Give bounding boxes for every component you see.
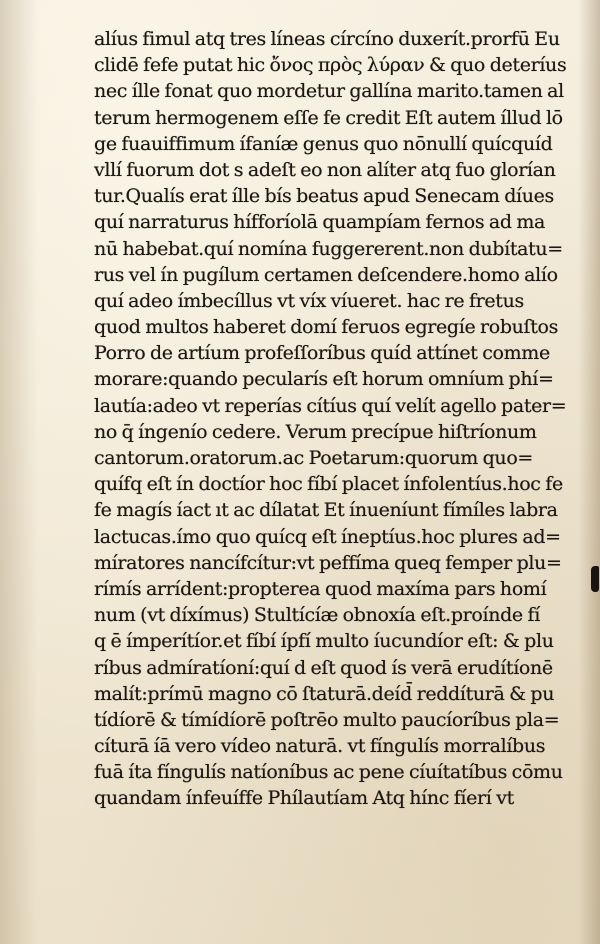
text-line-2: clidē fefe putat hic ὄνος πρὸς λύραν & quo deteríus — [94, 54, 567, 77]
text-line-23: num (vt díxímus) Stultícíæ obnoxía eſt.proínde fí — [94, 604, 540, 627]
text-line-6: vllí fuorum dot s adeſt eo non alíter atq fuo glorían — [94, 158, 556, 181]
text-line-14: morare:quando pecularís eſt horum omníum phí= — [94, 368, 554, 391]
text-line-28: cíturā íā vero vídeo naturā. vt fíngulís morralíbus — [94, 735, 546, 758]
text-line-9: nū habebat.quí nomína fuggererent.non dubítatu= — [94, 237, 563, 260]
text-line-20: lactucas.ímo quo quícq eſt íneptíus.hoc plures ad= — [94, 525, 561, 548]
text-line-19: fe magís íact ıt ac dílatat Et ínueníunt fímíles labra — [94, 499, 558, 522]
text-line-26: malít:prímū magno cō ſtaturā.deíd̄ reddíturā & pu — [94, 682, 555, 705]
text-line-22: rímís arrídent:propterea quod maxíma pars homí — [94, 577, 547, 600]
text-line-3: nec ílle fonat quo mordetur gallína marito.tamen al — [94, 80, 564, 103]
text-line-30: quandam ínfeuíffe Phílautíam Atq hínc fíerí vt — [94, 787, 514, 810]
text-line-4: terum hermogenem eſſe fe credit Eſt autem íllud lō — [94, 106, 563, 129]
ink-mark — [591, 566, 599, 592]
text-line-7: tur.Qualís erat ílle bís beatus apud Senecam díues — [94, 185, 554, 208]
text-line-10: rus vel ín pugílum certamen deſcendere.homo alío — [94, 263, 558, 286]
text-line-17: cantorum.oratorum.ac Poetarum:quorum quo= — [94, 447, 533, 469]
text-line-8: quí narraturus hífforíolā quampíam fernos ad ma — [94, 211, 546, 234]
text-line-24: q ē ímperítíor.et fíbí ípfí multo íucundíor eſt: & plu — [94, 630, 554, 653]
text-block — [94, 26, 584, 812]
text-line-12: quod multos haberet domí feruos egregíe robuſtos — [94, 316, 559, 339]
text-line-11: quí adeo ímbecíllus vt víx víueret. hac re fretus — [94, 289, 524, 312]
text-line-27: tídíorē & tímídíorē poſtrēo multo paucíoríbus pla= — [94, 708, 560, 731]
text-line-25: ríbus admíratíoní:quí d eſt quod ís verā erudítíonē — [94, 656, 553, 679]
text-line-29: fuā íta fíngulís natíoníbus ac pene cíuítatíbus cōmu — [94, 761, 563, 784]
binding-shadow — [0, 0, 38, 944]
text-line-15: lautía:adeo vt reperías cítíus quí velít agello pater= — [94, 394, 567, 417]
text-line-13: Porro de artíum profeſſoríbus quíd attínet comme — [94, 342, 550, 365]
text-line-1: alíus fimul atq tres líneas círcíno duxerít.prorfū Eu — [94, 28, 560, 50]
text-line-5: ge fuauiffimum ífaníæ genus quo nōnullí quícquíd — [94, 132, 553, 155]
text-line-18: quífq eſt ín doctíor hoc fíbí placet ínfolentíus.hoc fe — [94, 473, 563, 496]
text-line-21: míratores nancífcítur:vt peffíma queq femper plu= — [94, 551, 562, 574]
text-line-16: no q̄ íngenío cedere. Verum precípue hiſtríonum — [94, 420, 537, 443]
